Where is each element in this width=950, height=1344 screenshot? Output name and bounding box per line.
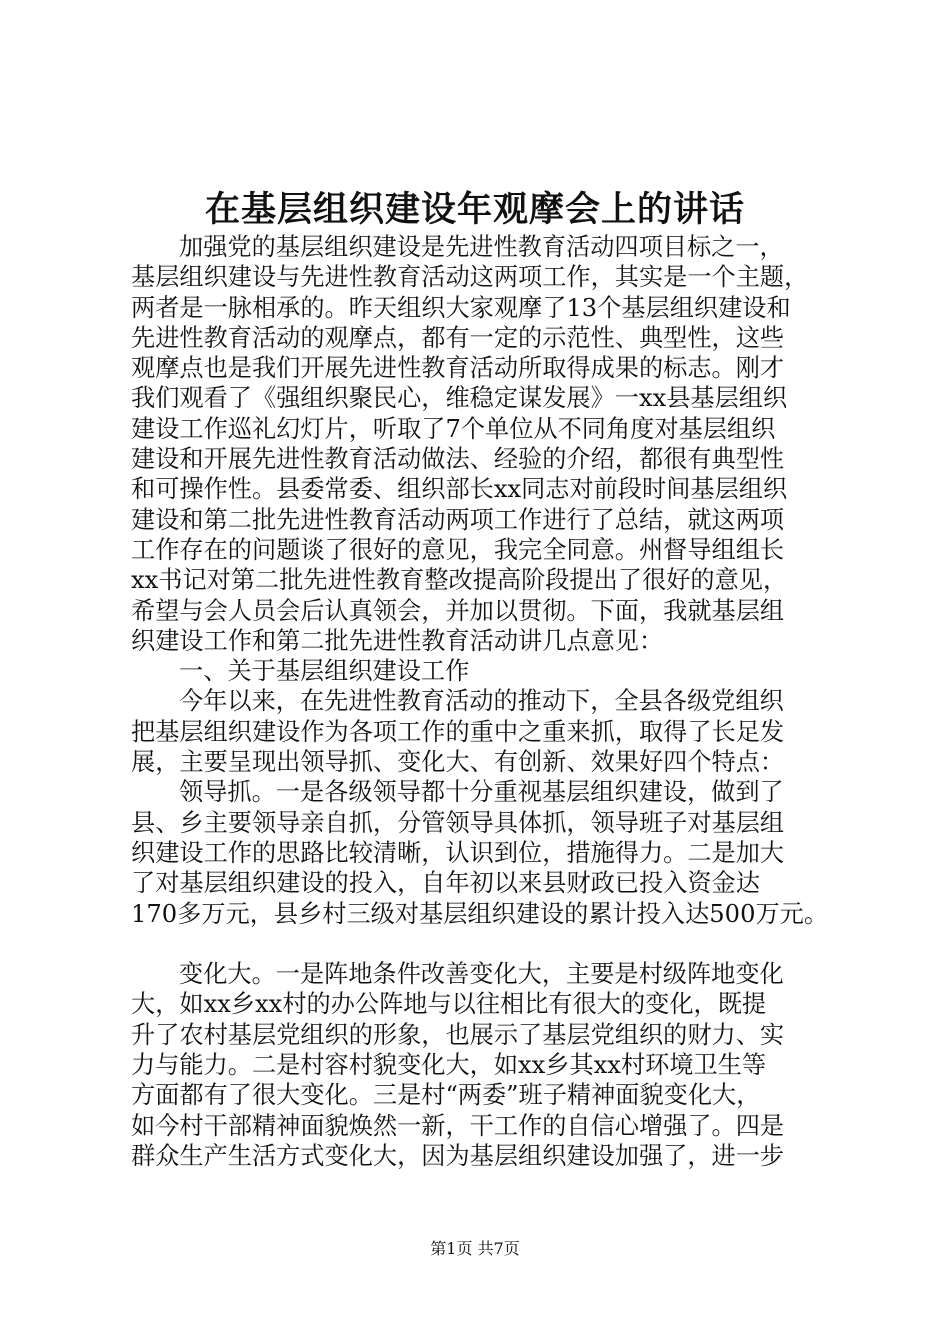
- text-line: 变化大。一是阵地条件改善变化大，主要是村级阵地变化: [179, 960, 784, 989]
- text-line: 希望与会人员会后认真领会，并加以贯彻。下面，我就基层组: [131, 596, 785, 625]
- text-line: 展，主要呈现出领导抓、变化大、有创新、效果好四个特点：: [131, 748, 785, 777]
- text-line: 升了农村基层党组织的形象，也展示了基层党组织的财力、实: [131, 1020, 785, 1049]
- text-line: 和可操作性。县委常委、组织部长xx同志对前段时间基层组织: [131, 475, 788, 504]
- text-line: 建设和第二批先进性教育活动两项工作进行了总结，就这两项: [131, 505, 785, 534]
- text-line: 建设和开展先进性教育活动做法、经验的介绍，都很有典型性: [131, 445, 785, 474]
- document-title: 在基层组织建设年观摩会上的讲话: [204, 189, 745, 230]
- blank-line: [131, 929, 861, 959]
- text-line: 织建设工作的思路比较清晰，认识到位，措施得力。二是加大: [131, 838, 785, 867]
- text-line: 力与能力。二是村容村貌变化大，如xx乡其xx村环境卫生等: [131, 1051, 767, 1080]
- text-line: 今年以来，在先进性教育活动的推动下，全县各级党组织: [179, 687, 784, 716]
- text-line: 170多万元，县乡村三级对基层组织建设的累计投入达500万元。: [131, 899, 829, 928]
- text-line: 群众生产生活方式变化大，因为基层组织建设加强了，进一步: [131, 1141, 785, 1170]
- text-line: 两者是一脉相承的。昨天组织大家观摩了13个基层组织建设和: [131, 293, 791, 322]
- text-line: 领导抓。一是各级领导都十分重视基层组织建设，做到了: [179, 778, 784, 807]
- document-body: [131, 232, 861, 1171]
- text-line: 先进性教育活动的观摩点，都有一定的示范性、典型性，这些: [131, 323, 785, 352]
- text-line: 把基层组织建设作为各项工作的重中之重来抓，取得了长足发: [131, 717, 785, 746]
- text-line: 基层组织建设与先进性教育活动这两项工作，其实是一个主题，: [131, 263, 809, 292]
- text-line: 织建设工作和第二批先进性教育活动讲几点意见：: [131, 626, 664, 655]
- text-line: 建设工作巡礼幻灯片，听取了7个单位从不同角度对基层组织: [131, 414, 776, 443]
- text-line: 方面都有了很大变化。三是村“两委”班子精神面貌变化大，: [131, 1081, 761, 1110]
- text-line: 如今村干部精神面貌焕然一新，干工作的自信心增强了。四是: [131, 1111, 785, 1140]
- section-heading: 一、关于基层组织建设工作: [179, 657, 470, 686]
- text-line: 观摩点也是我们开展先进性教育活动所取得成果的标志。刚才: [131, 354, 785, 383]
- page-footer: 第1页 共7页: [430, 1239, 520, 1258]
- text-line: xx书记对第二批先进性教育整改提高阶段提出了很好的意见，: [131, 566, 788, 595]
- text-line: 加强党的基层组织建设是先进性教育活动四项目标之一，: [179, 233, 784, 261]
- text-line: 我们观看了《强组织聚民心，维稳定谋发展》一xx县基层组织: [131, 384, 788, 413]
- text-line: 大，如xx乡xx村的办公阵地与以往相比有很大的变化，既提: [131, 990, 767, 1019]
- text-line: 工作存在的问题谈了很好的意见，我完全同意。州督导组组长: [131, 535, 785, 564]
- text-line: 了对基层组织建设的投入，自年初以来县财政已投入资金达: [131, 869, 760, 898]
- text-line: 县、乡主要领导亲自抓，分管领导具体抓，领导班子对基层组: [131, 808, 785, 837]
